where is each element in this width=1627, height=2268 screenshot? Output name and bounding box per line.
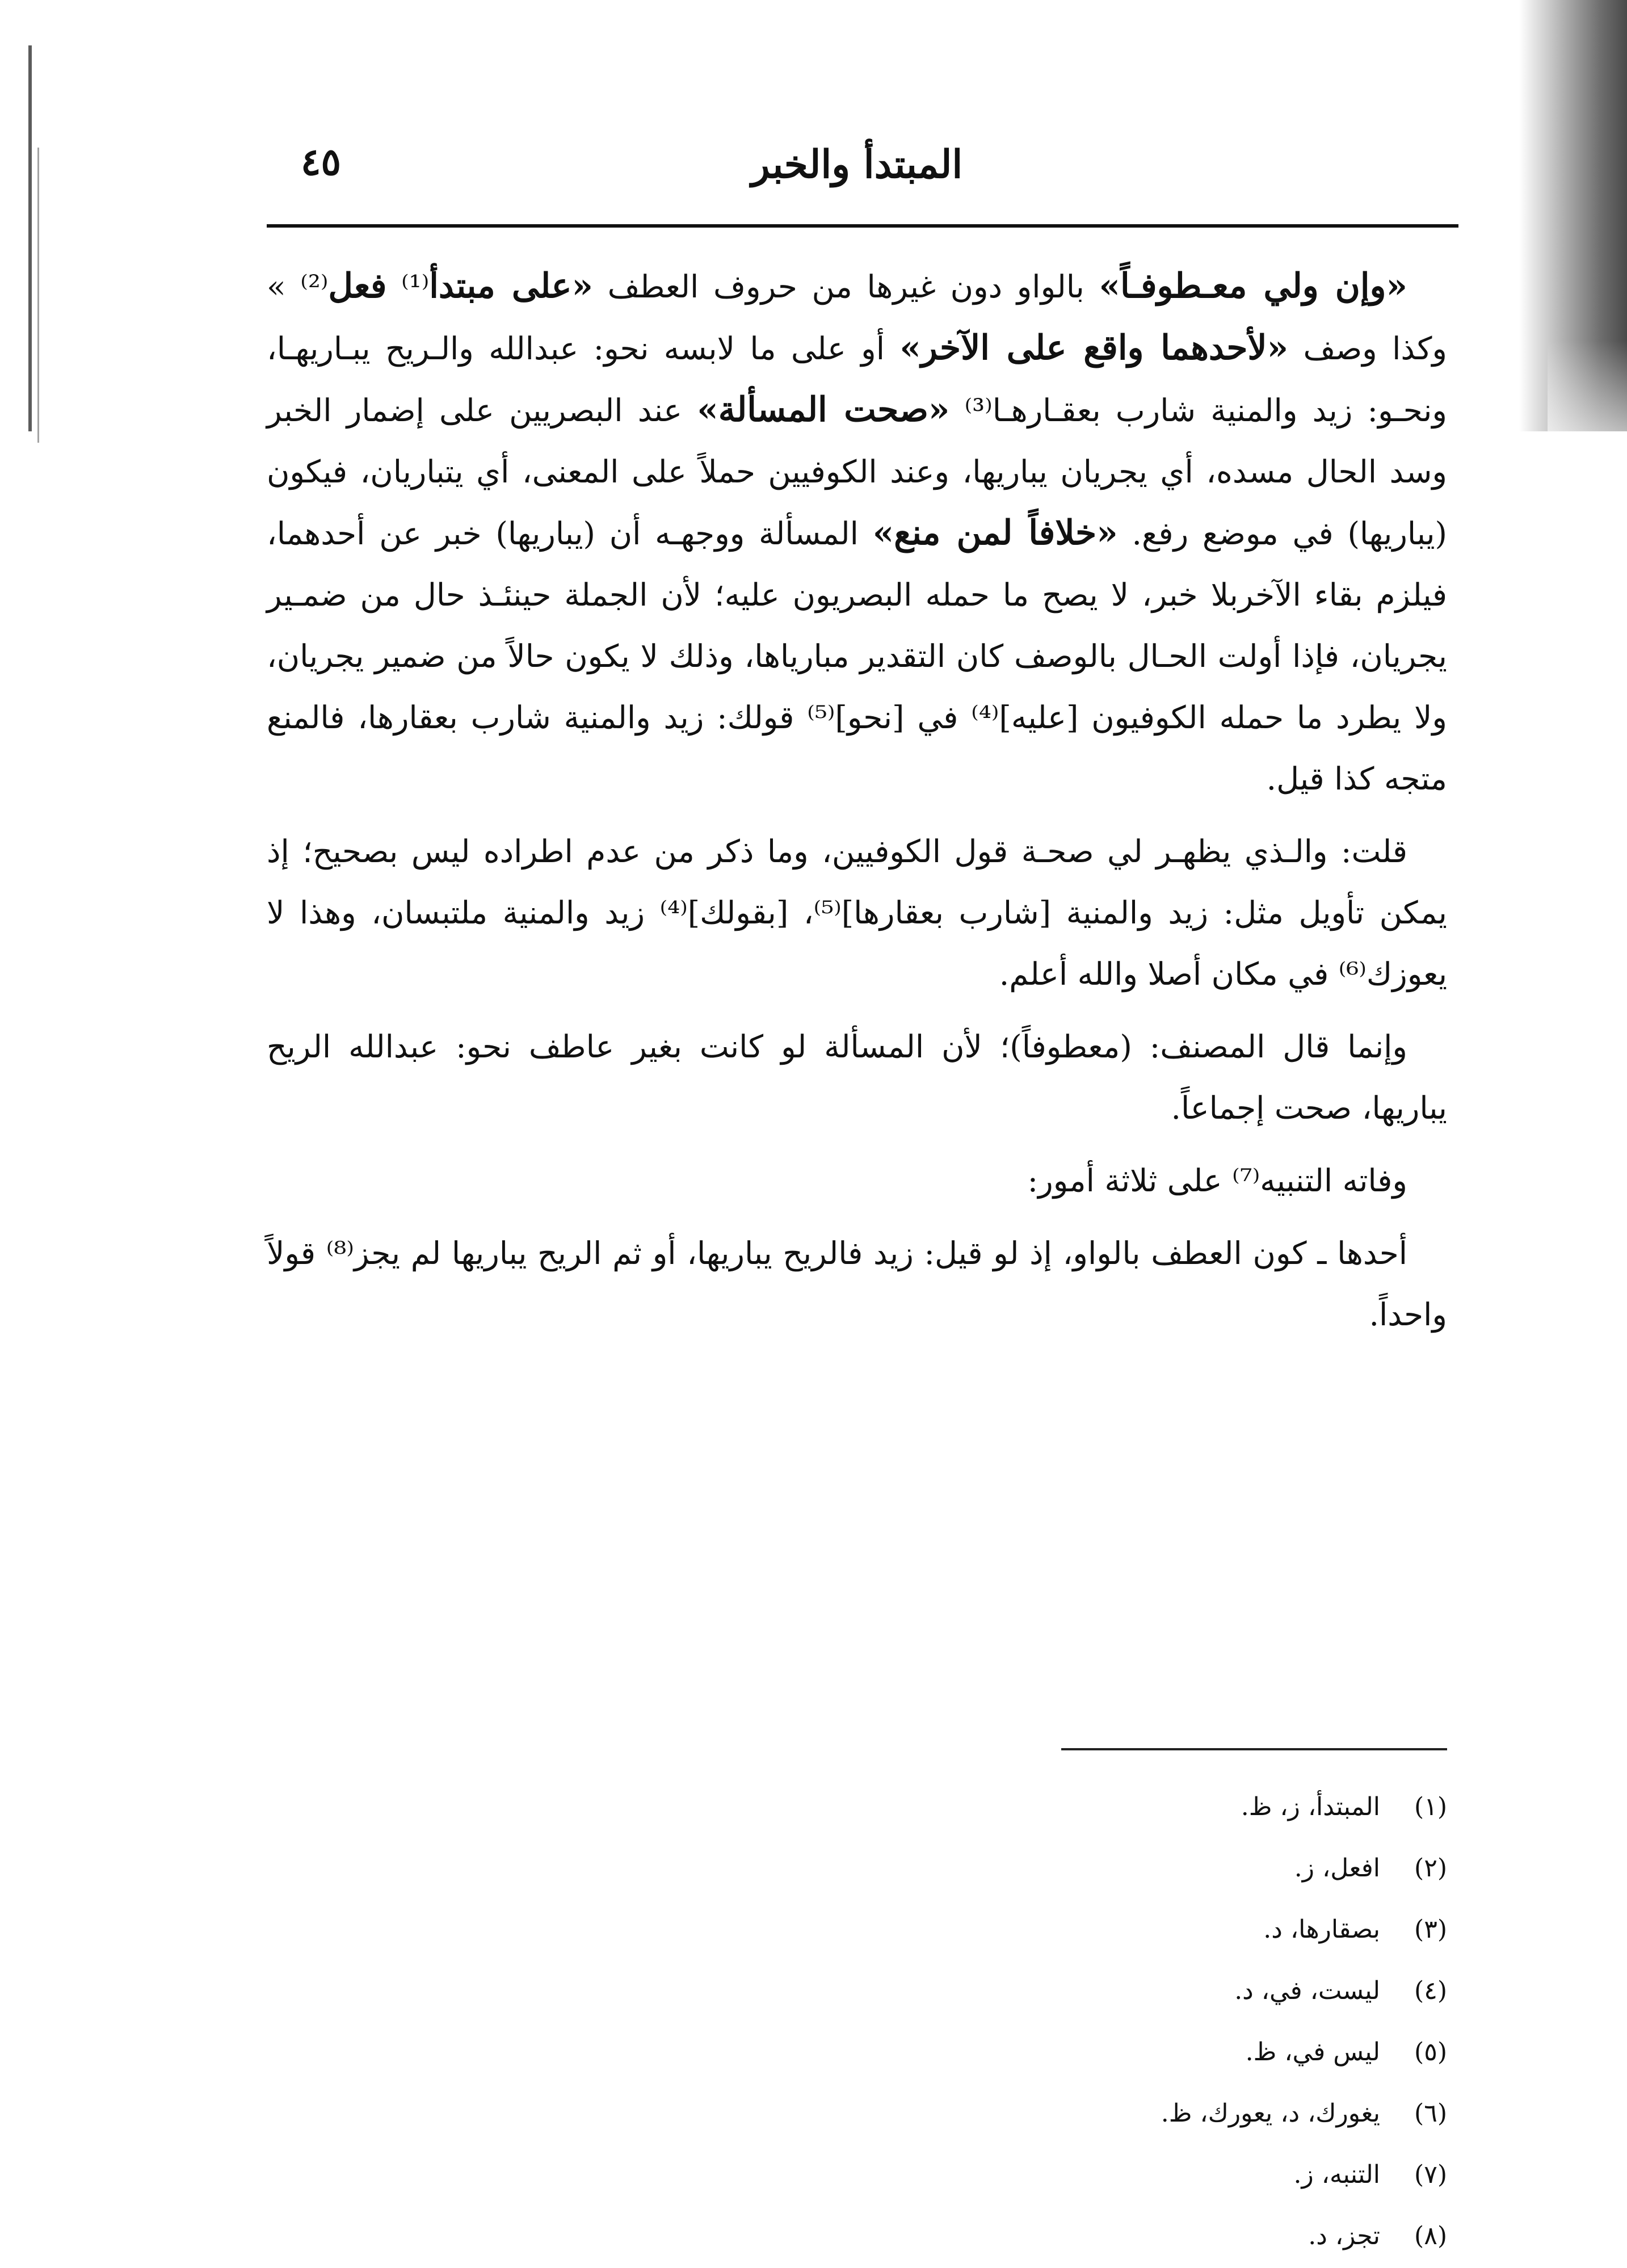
footnote-text: يغورك، د، يعورك، ظ. <box>1161 2099 1380 2128</box>
highlighted-phrase: «صحت المسألة» <box>697 390 950 430</box>
paragraph <box>267 1016 1447 1139</box>
footnote-number: (٧) <box>1414 2160 1447 2189</box>
page-number: ٤٥ <box>301 140 341 184</box>
paragraph <box>267 1223 1447 1345</box>
highlighted-phrase: «وإن ولي معـطوفـاً» <box>1099 266 1407 306</box>
footnote <box>267 2022 1447 2083</box>
highlighted-phrase: فعل <box>328 266 387 306</box>
footnote-number: (٦) <box>1414 2099 1447 2128</box>
footnote-number: (٢) <box>1414 1854 1447 1883</box>
footnote-number: (٣) <box>1414 1915 1447 1944</box>
footnote <box>267 1899 1447 1960</box>
footnote <box>267 2206 1447 2267</box>
footnote-text: افعل، ز. <box>1294 1854 1380 1883</box>
footnote-number: (٤) <box>1414 1976 1447 2005</box>
footnote <box>267 1838 1447 1899</box>
paragraph <box>267 821 1447 1005</box>
text-segment: ⁽²⁾ » وكذا وصف <box>267 268 1447 367</box>
footnote-rule <box>1061 1748 1447 1750</box>
text-segment: بالواو دون غيرها من حروف العطف <box>593 268 1099 305</box>
text-segment: قلت: والـذي يظهـر لي صحـة قول الكوفيين، وما ذكر من عدم اطراده ليس بصحيح؛ إذ يمكن تأويل مثل: زيد والمنية [شارب بعقارها]⁽⁵⁾، [بقولك]⁽⁴⁾ زيد والمنية ملتبسان، وهذا لا يعوزك⁽⁶⁾ في مكان أصلا والله أعلم. <box>267 833 1447 992</box>
scan-edge-fade <box>1548 341 1627 488</box>
text-segment: وإنما قال المصنف: (معطوفاً)؛ لأن المسألة لو كانت بغير عاطف نحو: عبدالله الريح يباريها، صحت إجماعاً. <box>267 1028 1447 1126</box>
text-segment: عند البصريين على إضمار الخبر وسد الحال مسده، أي يجريان يباريها، وعند الكوفيين حملاً على المعنى، أي يتباريان، فيكون (يباريها) في موضع رفع. <box>267 392 1448 552</box>
footnote-number: (٥) <box>1414 2038 1447 2067</box>
footnote-text: التنبه، ز. <box>1293 2160 1380 2189</box>
highlighted-phrase: «خلافاً لمن منع» <box>872 513 1118 553</box>
paragraph <box>267 255 1447 809</box>
text-segment: أو على ما لابسه نحو: عبدالله والـريح يبـاريهـا، ونحـو: زيد والمنية شارب بعقـارهـا⁽³⁾ <box>267 330 1447 429</box>
footnote-text: ليست، في، د. <box>1234 1976 1380 2005</box>
footnote <box>267 2083 1447 2144</box>
header-rule <box>267 224 1458 228</box>
footnote <box>267 1960 1447 2022</box>
footnote <box>267 2144 1447 2206</box>
page-header <box>267 125 1447 204</box>
footnote-number: (١) <box>1414 1792 1447 1821</box>
footnote-text: بصقارها، د. <box>1263 1915 1380 1944</box>
text-segment: وفاته التنبيه⁽⁷⁾ على ثلاثة أمور: <box>1027 1162 1407 1199</box>
footnotes-list <box>267 1776 1447 2267</box>
footnote-text: ليس في، ظ. <box>1245 2038 1380 2067</box>
document-page <box>267 125 1448 2250</box>
highlighted-phrase: «لأحدهما واقع على الآخر» <box>899 328 1289 368</box>
binding-mark-thin <box>37 148 39 443</box>
paragraph <box>267 1150 1447 1211</box>
running-title: المبتدأ والخبر <box>751 142 963 187</box>
footnote <box>267 1776 1447 1838</box>
footnote-number: (٨) <box>1414 2221 1447 2250</box>
text-segment: المسألة ووجهـه أن (يباريها) خبر عن أحدهما، فيلزم بقاء الآخربلا خبر، لا يصح ما حمله البصريون عليه؛ لأن الجملة حينئـذ حال من ضمـير يجريان، فإذا أولت الحـال بالوصف كان التقدير مبارياها، وذلك لا يكون حالاً من ضمير يجريان، ولا يطرد ما حمله الكوفيون [عليه]⁽⁴⁾ في [نحو]⁽⁵⁾ قولك: زيد والمنية شارب بعقارها، فالمنع متجه كذا قيل. <box>267 515 1447 797</box>
binding-mark <box>28 45 32 431</box>
body-text <box>267 255 1447 1356</box>
footnote-text: تجز، د. <box>1308 2221 1380 2250</box>
highlighted-phrase: «على مبتدأ <box>429 266 593 306</box>
text-segment: أحدها ـ كون العطف بالواو، إذ لو قيل: زيد فالريح يباريها، أو ثم الريح يباريها لم يجز⁽⁸⁾ قولاً واحداً. <box>267 1235 1447 1333</box>
text-segment: ⁽¹⁾ <box>386 268 430 305</box>
footnote-text: المبتدأ، ز، ظ. <box>1241 1792 1380 1821</box>
